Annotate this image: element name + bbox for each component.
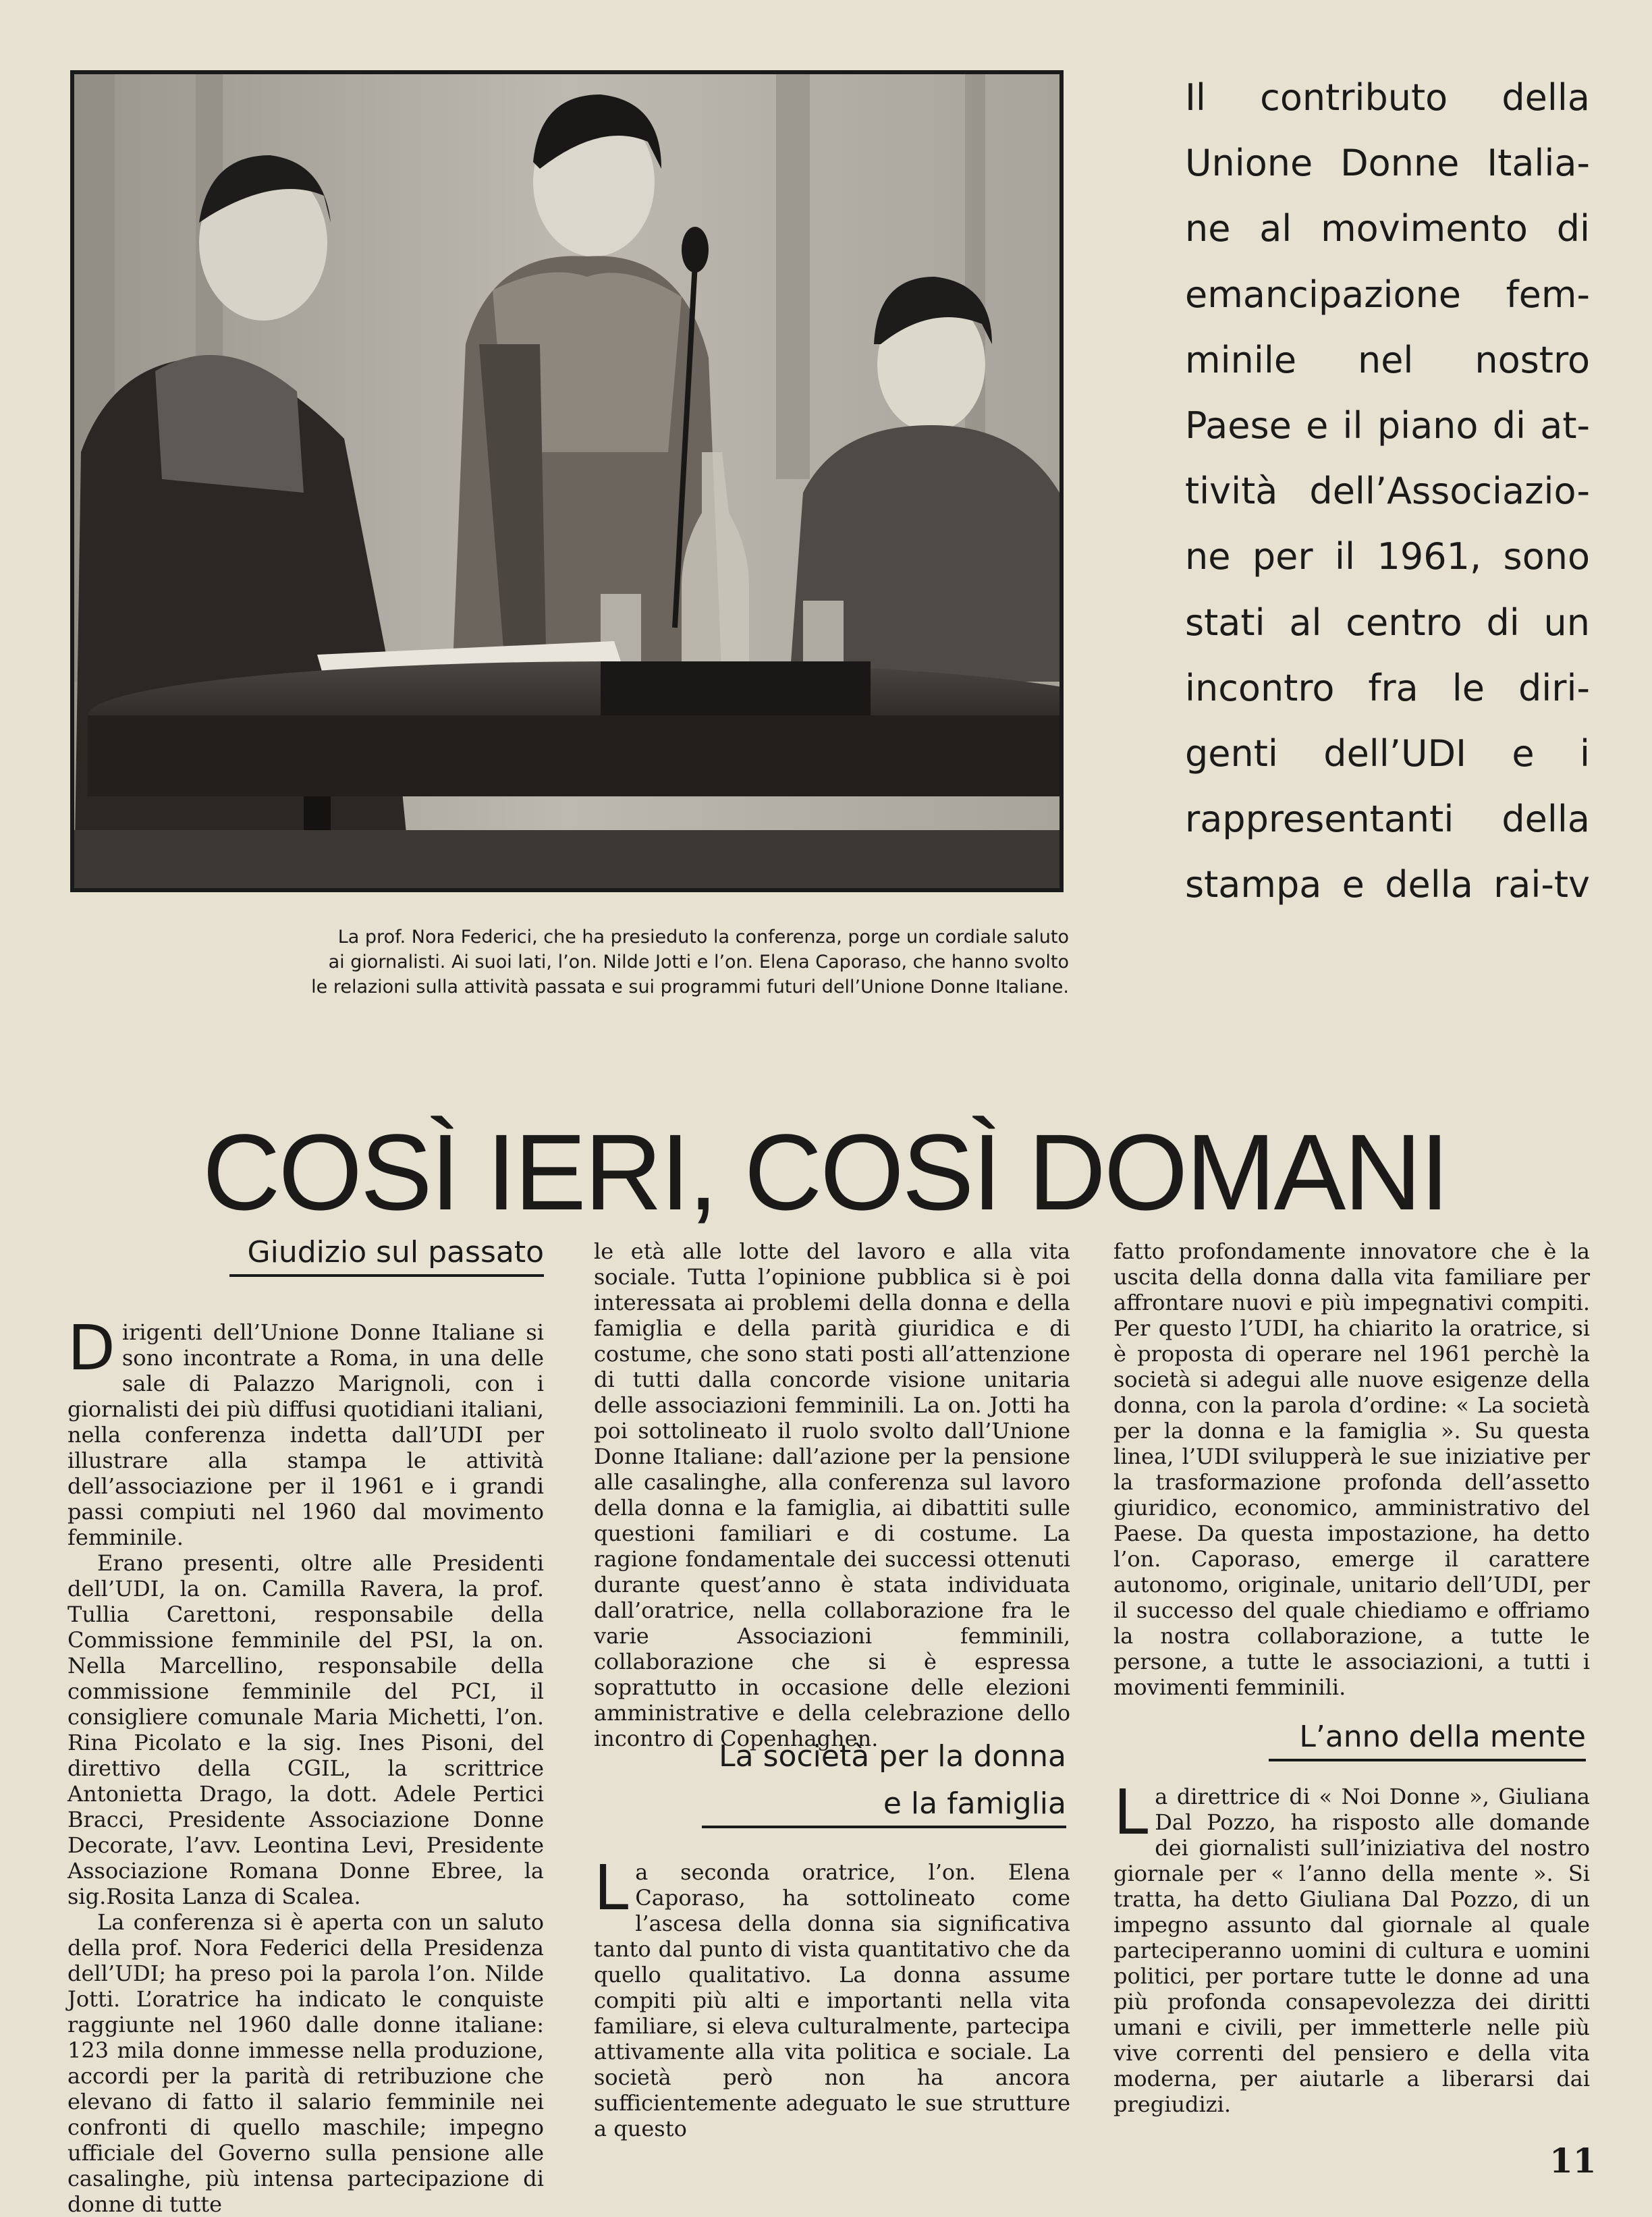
- intro-line: stampa e della rai-tv: [1185, 863, 1590, 906]
- paragraph-text: a seconda oratrice, l’on. Elena Caporaso, ha sottolineato come l’ascesa della donna sia significativa tanto dal punto di vista quantitativo che da quello qualitativo. La donna assume compiti più alti e importanti nella vita familiare, si eleva culturalmente, partecipa attivamente alla vita politica e sociale. La società però non ha ancora sufficientemente adeguato le sue strutture a questo: [594, 1859, 1070, 2141]
- section-title-society-line1: La società per la donna: [719, 1739, 1066, 1774]
- section-title-past: Giudizio sul passato: [229, 1234, 544, 1277]
- intro-line: incontro fra le diri-: [1185, 666, 1590, 709]
- intro-text: [1185, 65, 1590, 918]
- paragraph-text: a direttrice di « Noi Donne », Giuliana Dal Pozzo, ha risposto alle domande dei giornalisti sull’iniziativa del nostro giornale per « l’anno della mente ». Si tratta, ha detto Giuliana Dal Pozzo, di un impegno assunto dal giornale al quale parteciperanno uomini di cultura e uomini politici, per portare tutte le donne ad una più profonda consapevolezza dei diritti umani e civili, per immetterle nelle più vive correnti del pensiero e della vita moderna, per aiutarle a liberarsi dai pregiudizi.: [1113, 1784, 1590, 2117]
- intro-line: Unione Donne Italia-: [1185, 142, 1590, 185]
- paragraph: [1113, 1776, 1590, 2117]
- paragraph: Erano presenti, oltre alle Presidenti dell’UDI, la on. Camilla Ravera, la prof. Tullia Carettoni, responsabile della Commissione femminile del PSI, la on. Nella Marcellino, responsabile della commissione femminile del PCI, il consigliere comunale Maria Michetti, l’on. Rina Picolato e la sig. Ines Pisoni, del direttivo della CGIL, la scrittrice Antonietta Drago, la dott. Adele Pertici Bracci, Presidente Associazione Donne Decorate, l’avv. Leontina Levi, Presidente Associazione Romana Donne Ebree, la sig.Rosita Lanza di Scalea.: [67, 1550, 544, 1909]
- intro-line: tività dell’Associazio-: [1185, 470, 1590, 513]
- drop-cap: D: [67, 1312, 115, 1384]
- paragraph: La conferenza si è aperta con un saluto della prof. Nora Federici della Presidenza dell’UDI; ha preso poi la parola l’on. Nilde Jotti. L’oratrice ha indicato le conquiste raggiunte nel 1960 dalle donne italiane: 123 mila donne immesse nella produzione, accordi per la parità di retribuzione che elevano di fatto il salario femminile nei confronti di quello maschile; impegno ufficiale del Governo sulla pensione alle casalinghe, più intensa partecipazione di donne di tutte: [67, 1909, 544, 2217]
- drop-cap: L: [1113, 1776, 1149, 1849]
- paragraph: fatto profondamente innovatore che è la uscita della donna dalla vita familiare per affrontare nuovi e più impegnativi compiti. Per questo l’UDI, ha chiarito la oratrice, si è proposta di operare nel 1961 perchè la società si adegui alle nuove esigenze della donna, con la parola d’ordine: « La società per la donna e la famiglia ». Su questa linea, l’UDI svilupperà le sue iniziative per la trasformazione profonda dell’assetto giuridico, economico, amministrativo del Paese. Da questa impostazione, ha detto l’on. Caporaso, emerge il carattere autonomo, originale, unitario dell’UDI, per il successo del quale chiediamo e offriamo la nostra collaborazione, a tutte le persone, a tutte le associazioni, a tutti i movimenti femminili.: [1113, 1238, 1590, 1700]
- article-headline: COSÌ IERI, COSÌ DOMANI: [202, 1112, 1448, 1233]
- intro-line: Paese e il piano di at-: [1185, 404, 1590, 447]
- intro-line: ne per il 1961, sono: [1185, 535, 1590, 578]
- section-title-year-of-mind: L’anno della mente: [1269, 1718, 1586, 1761]
- intro-line: Il contributo della: [1185, 76, 1590, 119]
- column-1: [67, 1312, 544, 2217]
- column-2-lower: [594, 1852, 1070, 2141]
- intro-line: emancipazione fem-: [1185, 273, 1590, 316]
- press-conference-photo: [70, 70, 1064, 892]
- intro-line: ne al movimento di: [1185, 207, 1590, 250]
- section-title-society-line2: e la famiglia: [702, 1785, 1066, 1828]
- column-3: [1113, 1238, 1590, 1700]
- paragraph-text: irigenti dell’Unione Donne Italiane si sono incontrate a Roma, in una delle sale di Palazzo Marignoli, con i giornalisti dei più diffusi quotidiani italiani, nella conferenza indetta dall’UDI per illustrare alla stampa le attività dell’associazione per il 1961 e i grandi passi compiuti nel 1960 dal movimento femminile.: [67, 1319, 544, 1550]
- intro-line: genti dell’UDI e i: [1185, 732, 1590, 775]
- paragraph: [67, 1312, 544, 1550]
- page-number: 11: [1549, 2141, 1597, 2181]
- intro-line: stati al centro di un: [1185, 601, 1590, 644]
- drop-cap: L: [594, 1852, 629, 1924]
- paragraph: [594, 1852, 1070, 2141]
- intro-line: rappresentanti della: [1185, 798, 1590, 841]
- photo-caption: La prof. Nora Federici, che ha presieduto la conferenza, porge un cordiale saluto ai giornalisti. Ai suoi lati, l’on. Nilde Jotti e l’on. Elena Caporaso, che hanno svolto le relazioni sulla attività passata e sui programmi futuri dell’Unione Donne Italiane.: [311, 927, 1069, 997]
- paragraph: le età alle lotte del lavoro e alla vita sociale. Tutta l’opinione pubblica si è poi interessata ai problemi della donna e della famiglia e della parità giuridica e di costume, che sono stati posti all’attenzione di tutti dalla concorde visione unitaria delle associazioni femminili. La on. Jotti ha poi sottolineato il ruolo svolto dall’Unione Donne Italiane: dall’azione per la pensione alle casalinghe, alla conferenza sul lavoro della donna e la famiglia, ai dibattiti sulle questioni familiari e di costume. La ragione fondamentale dei successi ottenuti durante quest’anno è stata individuata dall’oratrice, nella collaborazione fra le varie Associazioni femminili, collaborazione che si è espressa soprattutto in occasione delle elezioni amministrative e della celebrazione dello incontro di Copenhaghen.: [594, 1238, 1070, 1751]
- column-2: [594, 1238, 1070, 1751]
- press-conference-photo-icon: [74, 74, 1059, 888]
- intro-line: minile nel nostro: [1185, 338, 1590, 381]
- column-3-lower: [1113, 1776, 1590, 2117]
